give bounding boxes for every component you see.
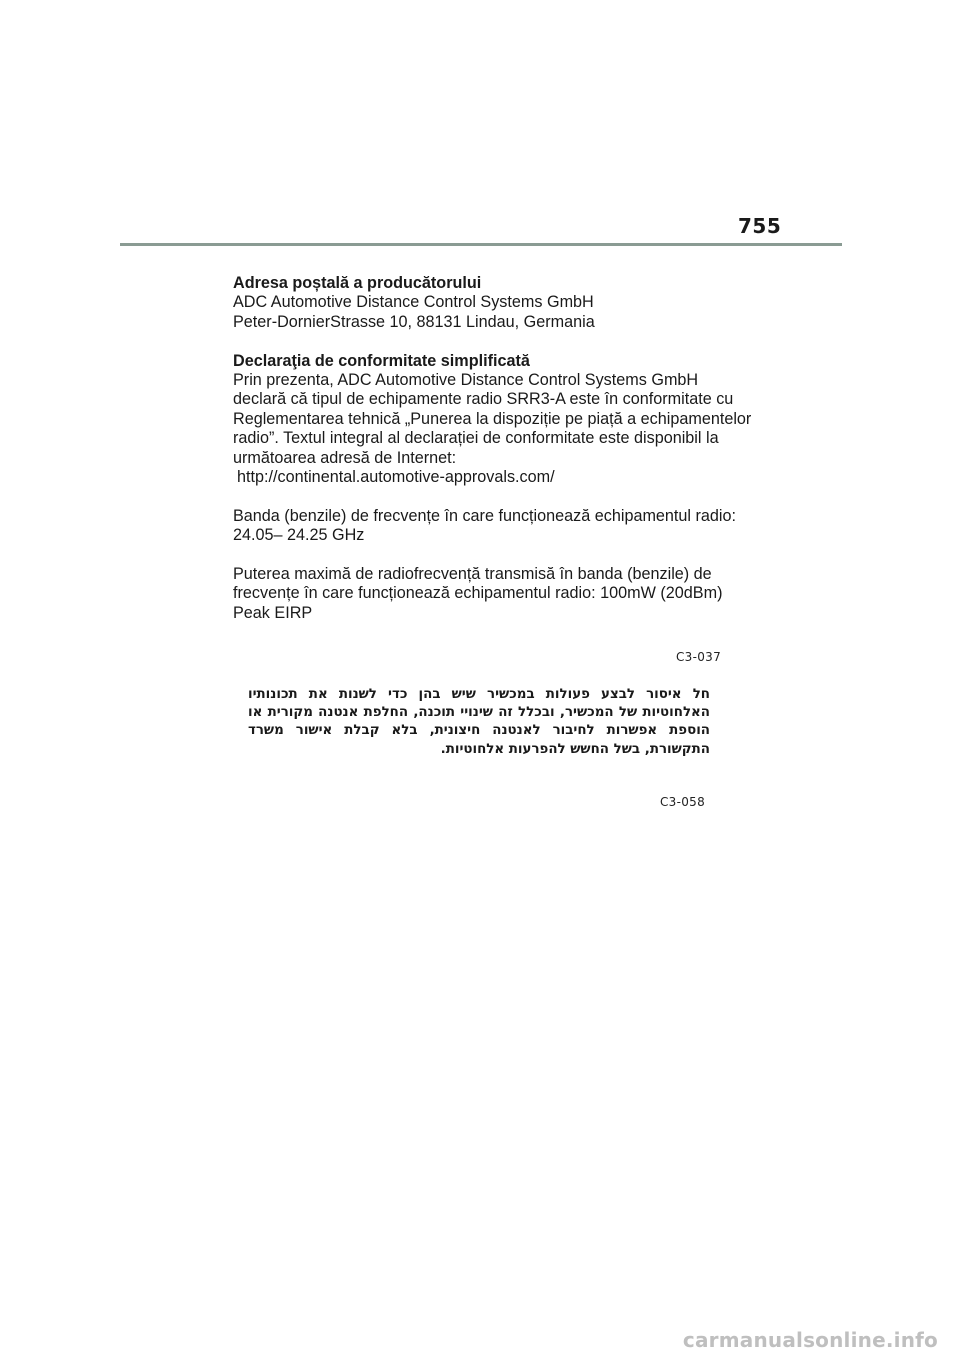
max-power-section [233, 565, 743, 623]
band-line: 24.05– 24.25 GHz [233, 526, 365, 545]
power-line: frecvențe în care funcționează echipamentul radio: 100mW (20dBm) [233, 584, 723, 603]
header-divider [120, 243, 842, 246]
declaration-line: radio”. Textul integral al declarației de conformitate este disponibil la [233, 429, 719, 448]
band-line: Banda (benzile) de frecvențe în care funcționează echipamentul radio: [233, 506, 737, 525]
postal-line: ADC Automotive Distance Control Systems GmbH [233, 293, 594, 312]
section-code-c3-037: C3-037 [676, 650, 722, 664]
section-code-c3-058: C3-058 [660, 795, 706, 809]
page-number: 755 [738, 214, 782, 238]
declaration-heading: Declaraţia de conformitate simplificată [233, 351, 530, 370]
declaration-line: următoarea adresă de Internet: [233, 448, 457, 467]
power-line: Puterea maximă de radiofrecvență transmisă în banda (benzile) de [233, 565, 712, 584]
declaration-line: declară că tipul de echipamente radio SRR3-A este în conformitate cu [233, 390, 734, 409]
footer [0, 1330, 960, 1358]
postal-heading: Adresa poștală a producătorului [233, 274, 482, 292]
declaration-line: Prin prezenta, ADC Automotive Distance Control Systems GmbH [233, 371, 699, 390]
postal-address-section [233, 274, 743, 332]
postal-line: Peter-DornierStrasse 10, 88131 Lindau, Germania [233, 312, 595, 331]
main-content [233, 274, 752, 623]
hebrew-notice: חל איסור לבצע פעולות במכשיר שיש בהן כדי לשנות את תכונותיו האלחוטיות של המכשיר, ובכלל זה שינויי תוכנה, החלפת אנטנה מקורית או הוספת אפשרות לחיבור לאנטנה חיצונית, בלא קבלת אישור משרד התקשורת, בשל החשש להפרעות אלחוטיות. [248, 687, 710, 757]
frequency-band-section [233, 507, 743, 546]
power-line: Peak EIRP [233, 603, 313, 622]
declaration-url-link[interactable]: http://continental.automotive-approvals.com/ [237, 468, 555, 487]
watermark-text: carmanualsonline.info [682, 1328, 938, 1352]
declaration-line: Reglementarea tehnică „Punerea la dispoziție pe piață a echipamentelor [233, 409, 752, 428]
declaration-section [233, 351, 752, 488]
